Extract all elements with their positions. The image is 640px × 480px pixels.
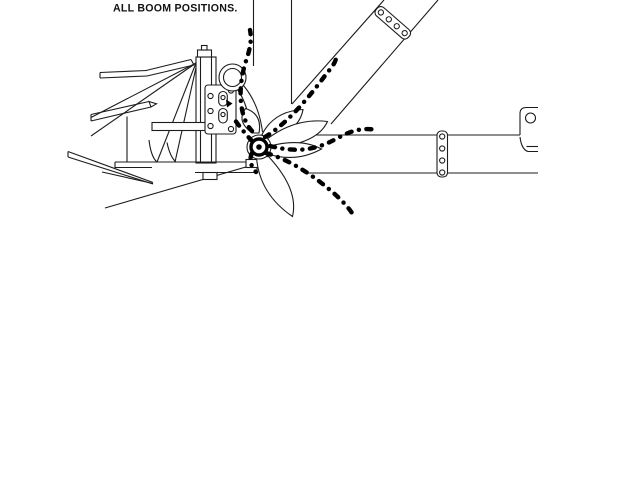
- mast-crossbar: [152, 123, 212, 131]
- figure-caption: ALL BOOM POSITIONS.: [113, 2, 238, 15]
- lower-hose-clamp: [437, 131, 448, 177]
- frame-bottom-edge: [105, 164, 256, 208]
- diagonal-boom: [292, 0, 438, 124]
- vertical-reference-lines: [254, 0, 292, 104]
- petal-down: [257, 157, 294, 217]
- mast-top-pin: [202, 46, 208, 51]
- upper-hose-clamp: [373, 5, 412, 41]
- diagonal-boom-upper-edge: [292, 0, 384, 104]
- swivel-center-pin: [256, 144, 262, 150]
- horizontal-boom: [304, 135, 538, 173]
- middle-link-arm: [91, 102, 157, 122]
- upper-link-arm: [100, 60, 194, 79]
- bracket-fork-lower: [520, 137, 538, 152]
- mast-top-cap: [198, 50, 212, 57]
- pivot-plate: [205, 85, 236, 134]
- mast-foot: [203, 173, 217, 180]
- arm-pointed-cap: [149, 102, 157, 108]
- boom-end-bracket: [520, 108, 538, 152]
- bracket-pin-hole: [526, 113, 536, 123]
